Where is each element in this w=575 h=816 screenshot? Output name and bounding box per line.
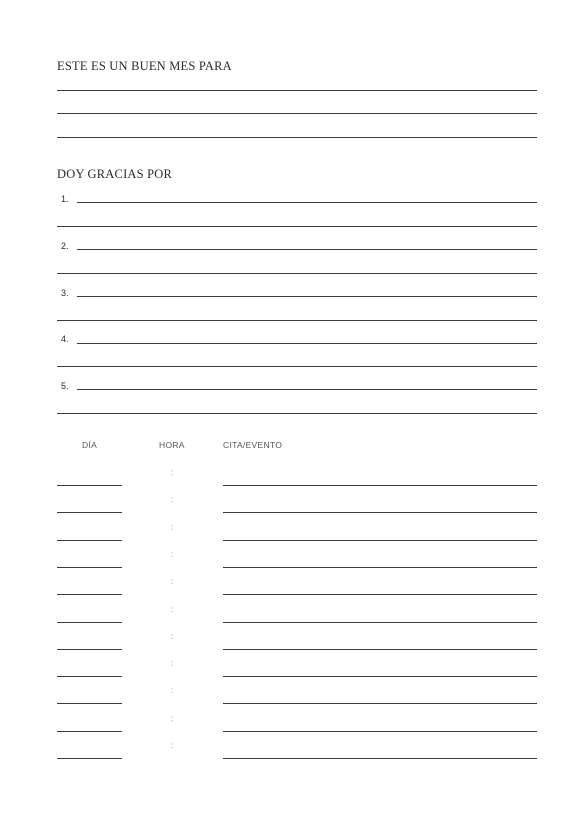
gratitude-line-1b[interactable] <box>57 226 537 227</box>
schedule-day-line[interactable] <box>57 676 122 677</box>
schedule-event-line[interactable] <box>223 649 537 650</box>
gratitude-line-4a[interactable] <box>77 343 537 344</box>
schedule-time-separator[interactable]: : <box>171 659 174 668</box>
schedule-day-line[interactable] <box>57 703 122 704</box>
schedule-event-line[interactable] <box>223 731 537 732</box>
gratitude-line-3a[interactable] <box>77 296 537 297</box>
gratitude-line-5b[interactable] <box>57 413 537 414</box>
gratitude-line-4b[interactable] <box>57 366 537 367</box>
gratitude-line-2a[interactable] <box>77 249 537 250</box>
schedule-day-line[interactable] <box>57 540 122 541</box>
schedule-event-line[interactable] <box>223 567 537 568</box>
schedule-event-line[interactable] <box>223 594 537 595</box>
schedule-day-line[interactable] <box>57 731 122 732</box>
gratitude-number-1: 1. <box>61 194 69 204</box>
schedule-time-separator[interactable]: : <box>171 577 174 586</box>
gratitude-line-2b[interactable] <box>57 273 537 274</box>
schedule-time-separator[interactable]: : <box>171 495 174 504</box>
schedule-time-separator[interactable]: : <box>171 686 174 695</box>
schedule-time-separator[interactable]: : <box>171 741 174 750</box>
schedule-time-separator[interactable]: : <box>171 523 174 532</box>
schedule-day-line[interactable] <box>57 758 122 759</box>
good-month-line-2[interactable] <box>57 113 537 114</box>
gratitude-number-2: 2. <box>61 241 69 251</box>
good-month-title: ESTE ES UN BUEN MES PARA <box>57 59 232 73</box>
schedule-event-line[interactable] <box>223 622 537 623</box>
schedule-day-line[interactable] <box>57 485 122 486</box>
gratitude-title: DOY GRACIAS POR <box>57 167 173 181</box>
schedule-header-time: HORA <box>159 440 185 450</box>
gratitude-number-5: 5. <box>61 381 69 391</box>
schedule-event-line[interactable] <box>223 758 537 759</box>
schedule-day-line[interactable] <box>57 622 122 623</box>
gratitude-line-3b[interactable] <box>57 320 537 321</box>
schedule-event-line[interactable] <box>223 540 537 541</box>
schedule-day-line[interactable] <box>57 594 122 595</box>
schedule-header-event: CITA/EVENTO <box>223 440 283 450</box>
schedule-header-day: DÍA <box>82 440 98 450</box>
schedule-event-line[interactable] <box>223 485 537 486</box>
gratitude-line-1a[interactable] <box>77 202 537 203</box>
schedule-day-line[interactable] <box>57 649 122 650</box>
good-month-line-1[interactable] <box>57 90 537 91</box>
schedule-day-line[interactable] <box>57 512 122 513</box>
gratitude-line-5a[interactable] <box>77 389 537 390</box>
good-month-line-3[interactable] <box>57 137 537 138</box>
schedule-event-line[interactable] <box>223 703 537 704</box>
schedule-day-line[interactable] <box>57 567 122 568</box>
schedule-time-separator[interactable]: : <box>171 468 174 477</box>
gratitude-number-4: 4. <box>61 334 69 344</box>
schedule-time-separator[interactable]: : <box>171 714 174 723</box>
gratitude-number-3: 3. <box>61 288 69 298</box>
schedule-event-line[interactable] <box>223 676 537 677</box>
schedule-event-line[interactable] <box>223 512 537 513</box>
schedule-time-separator[interactable]: : <box>171 550 174 559</box>
schedule-time-separator[interactable]: : <box>171 632 174 641</box>
schedule-time-separator[interactable]: : <box>171 605 174 614</box>
